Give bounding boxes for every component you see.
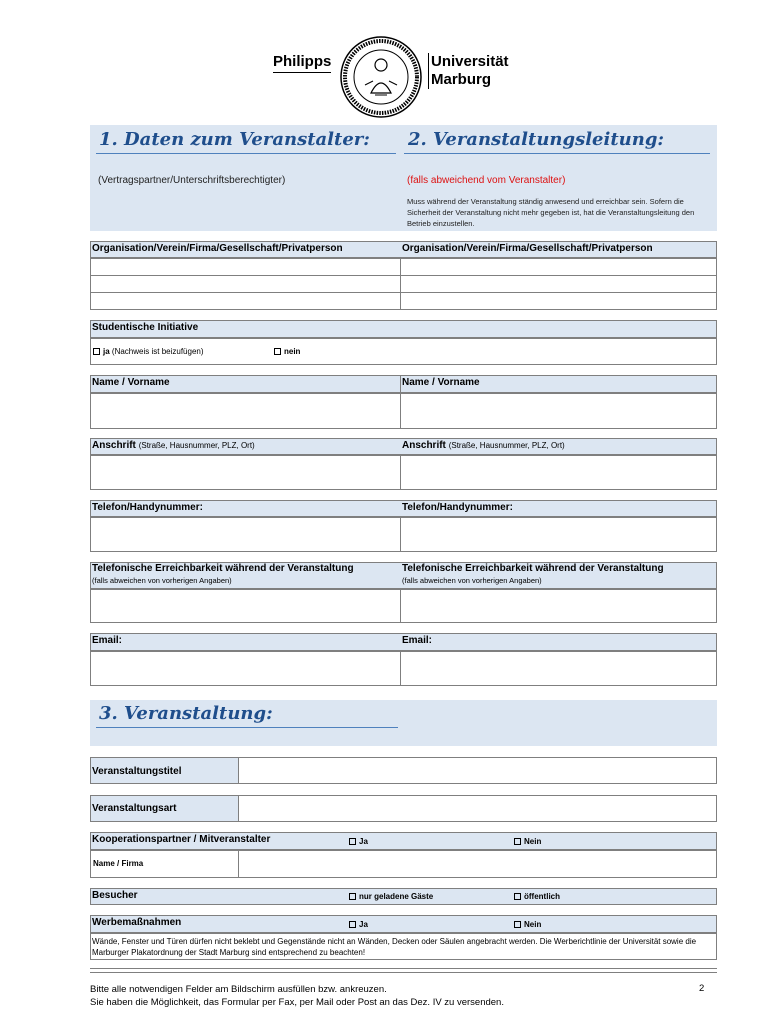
address-label-text: Anschrift [92, 440, 136, 451]
event-title-label: Veranstaltungstitel [92, 766, 182, 777]
checkbox-icon [514, 893, 521, 900]
visitors-public-checkbox[interactable] [514, 892, 560, 901]
address-label-left [92, 440, 255, 451]
ads-yes-label: Ja [359, 920, 368, 929]
section2-underline [404, 153, 710, 154]
visitors-invited-label: nur geladene Gäste [359, 892, 434, 901]
org-field-right[interactable] [400, 258, 717, 310]
student-yes-label: ja [103, 347, 110, 356]
section1-underline [96, 153, 396, 154]
logo-text-line1: Universität [431, 53, 509, 70]
visitors-invited-checkbox[interactable] [349, 892, 433, 901]
address-field-right[interactable] [400, 455, 717, 490]
event-type-field[interactable] [239, 796, 716, 821]
coop-name-label: Name / Firma [93, 859, 144, 868]
email-field-right[interactable] [400, 651, 717, 686]
phone-field-right[interactable] [400, 517, 717, 552]
name-label-left: Name / Vorname [92, 377, 170, 388]
checkbox-icon [349, 921, 356, 928]
ads-yes-checkbox[interactable] [349, 920, 368, 929]
ads-header-row [90, 915, 717, 933]
email-label-right: Email: [402, 635, 433, 646]
student-no-label: nein [284, 347, 301, 356]
address-label-text: Anschrift [402, 440, 446, 451]
reach-label-right: Telefonische Erreichbarkeit während der Veranstaltung [402, 563, 664, 574]
reach-field-left[interactable] [90, 589, 401, 623]
org-field-left[interactable] [90, 258, 401, 310]
reach-hint-left: (falls abweichen von vorherigen Angaben) [92, 576, 232, 585]
section1-subtitle: (Vertragspartner/Unterschriftsberechtigter) [98, 175, 286, 186]
checkbox-icon [514, 838, 521, 845]
student-yes-hint: (Nachweis ist beizufügen) [111, 347, 204, 356]
name-field-left[interactable] [90, 393, 401, 429]
student-label: Studentische Initiative [92, 322, 199, 333]
footer-line2: Sie haben die Möglichkeit, das Formular per Fax, per Mail oder Post an das Dez. IV zu versenden. [90, 997, 504, 1008]
coop-yes-checkbox[interactable] [349, 837, 368, 846]
org-divider [90, 292, 717, 293]
event-type-label: Veranstaltungsart [92, 803, 177, 814]
name-field-right[interactable] [400, 393, 717, 429]
footer-divider [90, 972, 717, 973]
page-number: 2 [699, 983, 705, 994]
student-no-checkbox[interactable] [274, 347, 300, 356]
checkbox-icon [349, 838, 356, 845]
reach-hint-right: (falls abweichen von vorherigen Angaben) [402, 576, 542, 585]
university-logo [0, 35, 770, 115]
visitors-public-label: öffentlich [524, 892, 560, 901]
email-field-left[interactable] [90, 651, 401, 686]
checkbox-icon [514, 921, 521, 928]
checkbox-icon [93, 348, 100, 355]
coop-name-field[interactable] [239, 851, 716, 877]
ads-no-checkbox[interactable] [514, 920, 541, 929]
ads-no-label: Nein [524, 920, 542, 929]
section3-underline [96, 727, 398, 728]
student-yes-checkbox[interactable] [93, 347, 204, 356]
coop-no-checkbox[interactable] [514, 837, 541, 846]
footer-text [90, 983, 504, 1009]
checkbox-icon [274, 348, 281, 355]
logo-text-universitaet [428, 53, 509, 89]
phone-label-left: Telefon/Handynummer: [92, 502, 203, 513]
visitors-label: Besucher [92, 890, 138, 901]
reach-field-right[interactable] [400, 589, 717, 623]
address-hint: (Straße, Hausnummer, PLZ, Ort) [138, 441, 255, 450]
phone-label-right: Telefon/Handynummer: [402, 502, 513, 513]
email-label-left: Email: [92, 635, 123, 646]
university-seal-icon [339, 35, 423, 119]
address-field-left[interactable] [90, 455, 401, 490]
coop-no-label: Nein [524, 837, 542, 846]
ads-label: Werbemaßnahmen [92, 917, 182, 928]
coop-yes-label: Ja [359, 837, 368, 846]
org-label-right: Organisation/Verein/Firma/Gesellschaft/Privatperson [402, 243, 653, 254]
event-title-field[interactable] [239, 758, 716, 783]
org-divider [90, 275, 717, 276]
footer-divider [90, 968, 717, 969]
footer-line1: Bitte alle notwendigen Felder am Bildschirm ausfüllen bzw. ankreuzen. [90, 984, 387, 995]
section1-title: 1. Daten zum Veranstalter: [99, 129, 370, 150]
logo-text-line2: Marburg [431, 71, 491, 88]
reach-label-left: Telefonische Erreichbarkeit während der Veranstaltung [92, 563, 354, 574]
phone-field-left[interactable] [90, 517, 401, 552]
section3-title: 3. Veranstaltung: [99, 703, 273, 724]
logo-text-philipps: Philipps [273, 53, 331, 73]
section2-subtitle: (falls abweichend vom Veranstalter) [407, 175, 566, 186]
org-label-left: Organisation/Verein/Firma/Gesellschaft/Privatperson [92, 243, 343, 254]
section2-note: Muss während der Veranstaltung ständig anwesend und erreichbar sein. Sofern die Sicherheit der Veranstaltung nicht mehr gegeben ist, hat die Veranstaltungsleitung den Betrieb einzustellen. [407, 197, 695, 228]
name-label-right: Name / Vorname [402, 377, 480, 388]
address-hint: (Straße, Hausnummer, PLZ, Ort) [448, 441, 565, 450]
coop-label: Kooperationspartner / Mitveranstalter [92, 834, 271, 845]
ads-note: Wände, Fenster und Türen dürfen nicht beklebt und Gegenstände nicht an Wänden, Decken oder Säulen angebracht werden. Die Werberichtlinie der Universität sowie die Marburger Plakatordnung der Stadt Marburg sind entsprechend zu beachten! [92, 937, 697, 957]
address-label-right [402, 440, 565, 451]
checkbox-icon [349, 893, 356, 900]
section2-title: 2. Veranstaltungsleitung: [408, 129, 665, 150]
